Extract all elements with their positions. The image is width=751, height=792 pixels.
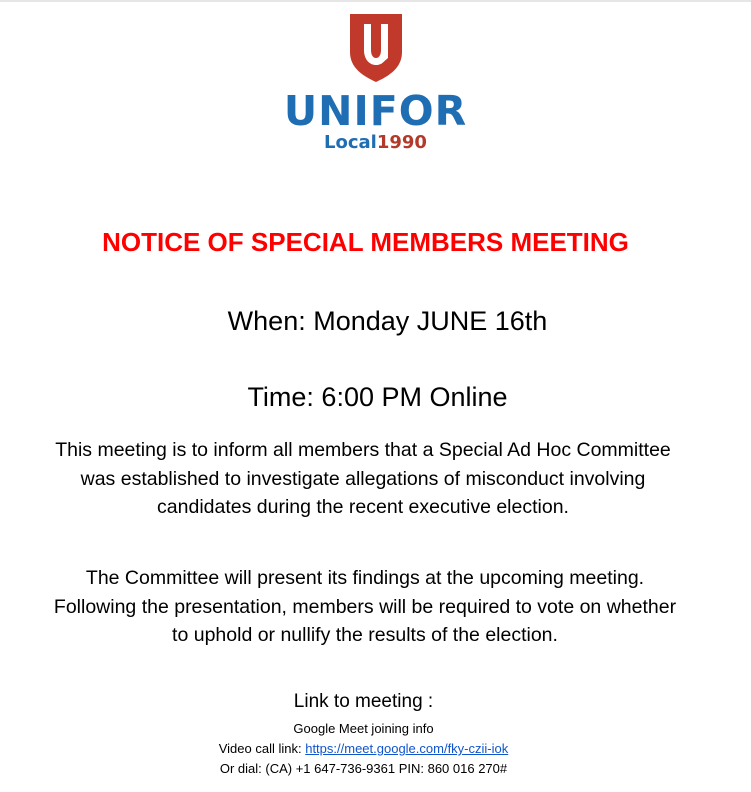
meeting-link-title: Link to meeting : bbox=[293, 691, 434, 712]
logo-local-text: Local bbox=[324, 132, 377, 153]
meet-info-label: Google Meet joining info bbox=[293, 721, 434, 736]
purpose-paragraph: This meeting is to inform all members that a Special Ad Hoc Committee was established to investigate allegations of misconduct involving candidates during the recent executive election. bbox=[55, 439, 671, 518]
dial-in-info: Or dial: (CA) +1 647-736-9361 PIN: 860 016 270# bbox=[219, 761, 508, 776]
notice-headline: NOTICE OF SPECIAL MEMBERS MEETING bbox=[102, 227, 629, 257]
video-call-line bbox=[0, 740, 727, 758]
top-divider bbox=[0, 0, 751, 2]
meeting-time: Time: 6:00 PM Online bbox=[247, 382, 508, 412]
video-call-label: Video call link: bbox=[218, 741, 306, 756]
logo-wordmark-text: UNIFOR bbox=[283, 87, 468, 135]
findings-paragraph: The Committee will present its findings at the upcoming meeting. Following the presentation, members will be required to vote on whether to uphold or nullify the results of the election. bbox=[53, 567, 677, 646]
logo-local-label bbox=[0, 132, 751, 154]
meeting-date: When: Monday JUNE 16th bbox=[227, 306, 548, 336]
video-call-link[interactable]: https://meet.google.com/fky-czii-iok bbox=[305, 741, 509, 756]
logo-local-number: 1990 bbox=[376, 132, 427, 153]
logo-wordmark bbox=[0, 88, 751, 134]
unifor-logo bbox=[0, 12, 751, 154]
unifor-shield-icon bbox=[347, 12, 405, 84]
